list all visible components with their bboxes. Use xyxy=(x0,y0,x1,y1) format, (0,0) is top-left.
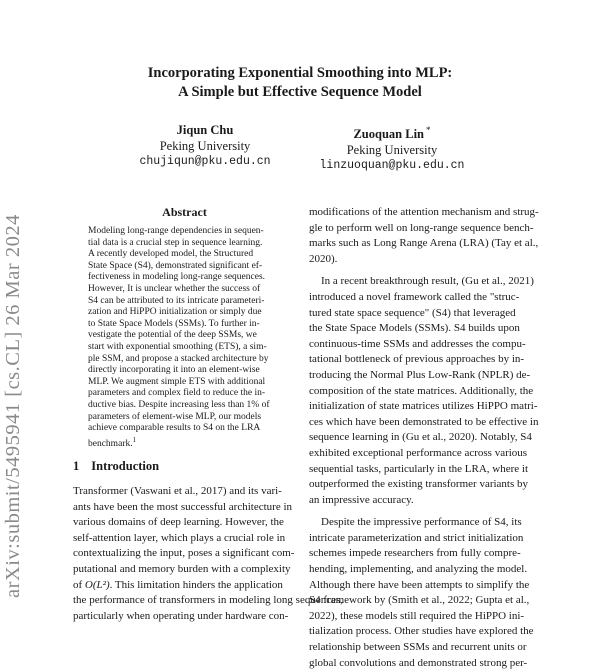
author-email[interactable]: chujiqun@pku.edu.cn xyxy=(139,155,271,168)
author-affiliation: Peking University xyxy=(159,139,251,153)
section-heading-introduction xyxy=(73,459,159,474)
abstract-line xyxy=(88,435,281,451)
author-2 xyxy=(292,122,492,174)
abstract-line: to State Space Models (SSMs). To further in- xyxy=(88,318,260,329)
abstract-line: A recently developed model, the Structured xyxy=(88,249,254,260)
body-line: Although there have been attempts to simplify the xyxy=(309,578,530,591)
section-title: Introduction xyxy=(91,459,160,473)
paragraph-gap xyxy=(309,267,537,274)
abstract-line: parameters of element-wise MLP, our models xyxy=(88,411,262,422)
abstract-line: start with exponential smoothing (ETS), a sim- xyxy=(88,341,267,352)
author-1 xyxy=(105,122,305,170)
body-line: Transformer (Vaswani et al., 2017) and its vari- xyxy=(73,485,282,497)
body-line: S4 framework by (Smith et al., 2022; Gupta et al., xyxy=(309,594,530,607)
body-line: hending, implementing, and analyzing the model. xyxy=(309,563,528,576)
body-text: of xyxy=(73,578,85,591)
author-name: Jiqun Chu xyxy=(176,123,234,137)
author-email[interactable]: linzuoquan@pku.edu.cn xyxy=(319,159,465,173)
body-line: gle to perform well on long-range sequence bench- xyxy=(309,221,534,234)
abstract-line: achieve comparable results to S4 on the LRA xyxy=(88,423,261,434)
abstract-line: However, It is unclear whether the success of xyxy=(88,283,261,294)
footnote-mark[interactable]: 1 xyxy=(132,435,137,444)
body-line: contextualizing the input, poses a significant com- xyxy=(73,547,295,560)
arxiv-stamp: arXiv:submit/5495941 [cs.CL] 26 Mar 2024 xyxy=(2,214,24,598)
body-line: composition of the state matrices. Additionally, the xyxy=(309,384,534,397)
body-line: troducing the Normal Plus Low-Rank (NPLR) de- xyxy=(309,368,531,381)
body-line: sequential tasks, particularly in the LRA, where it xyxy=(309,462,529,475)
body-line: self-attention layer, which plays a crucial role in xyxy=(73,531,286,544)
complexity-formula: O(L²) xyxy=(84,578,110,591)
body-line: tialization process. Other studies have explored the xyxy=(309,625,534,638)
body-line: various domains of deep learning. However, the xyxy=(73,516,284,529)
body-line: schemes impede researchers from fully compre- xyxy=(309,547,521,560)
right-column xyxy=(309,205,537,671)
body-line: global convolutions and demonstrated strong per- xyxy=(309,656,528,669)
title-line-1: Incorporating Exponential Smoothing into MLP: xyxy=(147,65,453,81)
body-line: intricate parameterization and strict initialization xyxy=(309,531,524,544)
body-line: outperformed the existing transformer variants by xyxy=(309,478,529,491)
body-line: continuous-time SSMs and addresses the compu- xyxy=(309,337,526,350)
author-name xyxy=(292,122,492,142)
body-line: particularly when operating under hardware con- xyxy=(73,609,289,622)
body-line: In a recent breakthrough result, (Gu et al., 2021) xyxy=(321,275,534,288)
body-line: introduced a novel framework called the "struc- xyxy=(309,290,520,303)
body-line xyxy=(73,578,299,594)
body-line: the State Space Models (SSMs). S4 builds upon xyxy=(309,322,520,335)
body-line: relationship between SSMs and recurrent units or xyxy=(309,641,527,654)
abstract-line: zation and HiPPO initialization or simply due xyxy=(88,307,262,318)
body-line: putational and memory burden with a complexity xyxy=(73,562,291,575)
abstract-line: S4 can be attributed to its intricate parameteri- xyxy=(88,295,265,306)
abstract-body xyxy=(88,226,281,450)
body-line: an impressive accuracy. xyxy=(309,493,414,506)
author-affiliation: Peking University xyxy=(346,143,438,158)
paragraph-gap xyxy=(309,508,537,515)
corresponding-author-mark: * xyxy=(426,125,431,135)
abstract-line: directly incorporating it into an element-wise xyxy=(88,365,260,376)
body-line: 2020). xyxy=(309,252,338,265)
paper-title xyxy=(60,64,540,102)
section-number: 1 xyxy=(73,459,80,473)
body-line: tational bottleneck of previous approaches by in- xyxy=(309,353,525,366)
body-line: sequence learning in (Gu et al., 2020). Notably, S4 xyxy=(309,431,532,444)
body-line: 2022), these models still required the HiPPO ini- xyxy=(309,609,525,622)
body-line: initialization of state matrices utilizes HiPPO matri- xyxy=(309,400,538,413)
abstract-line: vestigate the potential of the deep SSMs, we xyxy=(88,330,257,341)
abstract-line: MLP. We augment simple ETS with additional xyxy=(88,376,266,387)
abstract-line: State Space (S4), demonstrated significant ef- xyxy=(88,260,263,271)
body-line: ces which have been demonstrated to be effective in xyxy=(309,415,539,428)
abstract-line: tial data is a crucial step in sequence learning. xyxy=(88,237,263,248)
body-line: marks such as Long Range Arena (LRA) (Tay et al., xyxy=(309,237,539,250)
body-line: modifications of the attention mechanism and strug- xyxy=(309,206,539,218)
abstract-line: ductive bias. Despite increasing less than 1% of xyxy=(88,399,270,410)
abstract-line-text: benchmark. xyxy=(88,438,133,449)
abstract-heading: Abstract xyxy=(162,205,207,219)
abstract-line: parameters and complex field to reduce the in- xyxy=(88,388,265,399)
body-text: . This limitation hinders the application xyxy=(109,578,283,591)
abstract-line: ple SSM, and propose a stacked architecture by xyxy=(88,353,269,364)
abstract-line: fectiveness in modeling long-range sequences. xyxy=(88,272,266,283)
body-line: exhibited exceptional performance across various xyxy=(309,446,528,459)
introduction-left-column xyxy=(73,484,344,624)
author-name-text: Zuoquan Lin xyxy=(353,127,425,142)
abstract-line: Modeling long-range dependencies in sequen- xyxy=(88,226,264,236)
body-line: ants have been the most successful architecture in xyxy=(73,500,293,513)
body-line: the performance of transformers in modeling long sequences, xyxy=(73,594,344,607)
body-line: tured state space sequence" (S4) that leveraged xyxy=(309,306,516,319)
title-line-2: A Simple but Effective Sequence Model xyxy=(178,84,422,100)
body-line: Despite the impressive performance of S4, its xyxy=(321,516,522,529)
